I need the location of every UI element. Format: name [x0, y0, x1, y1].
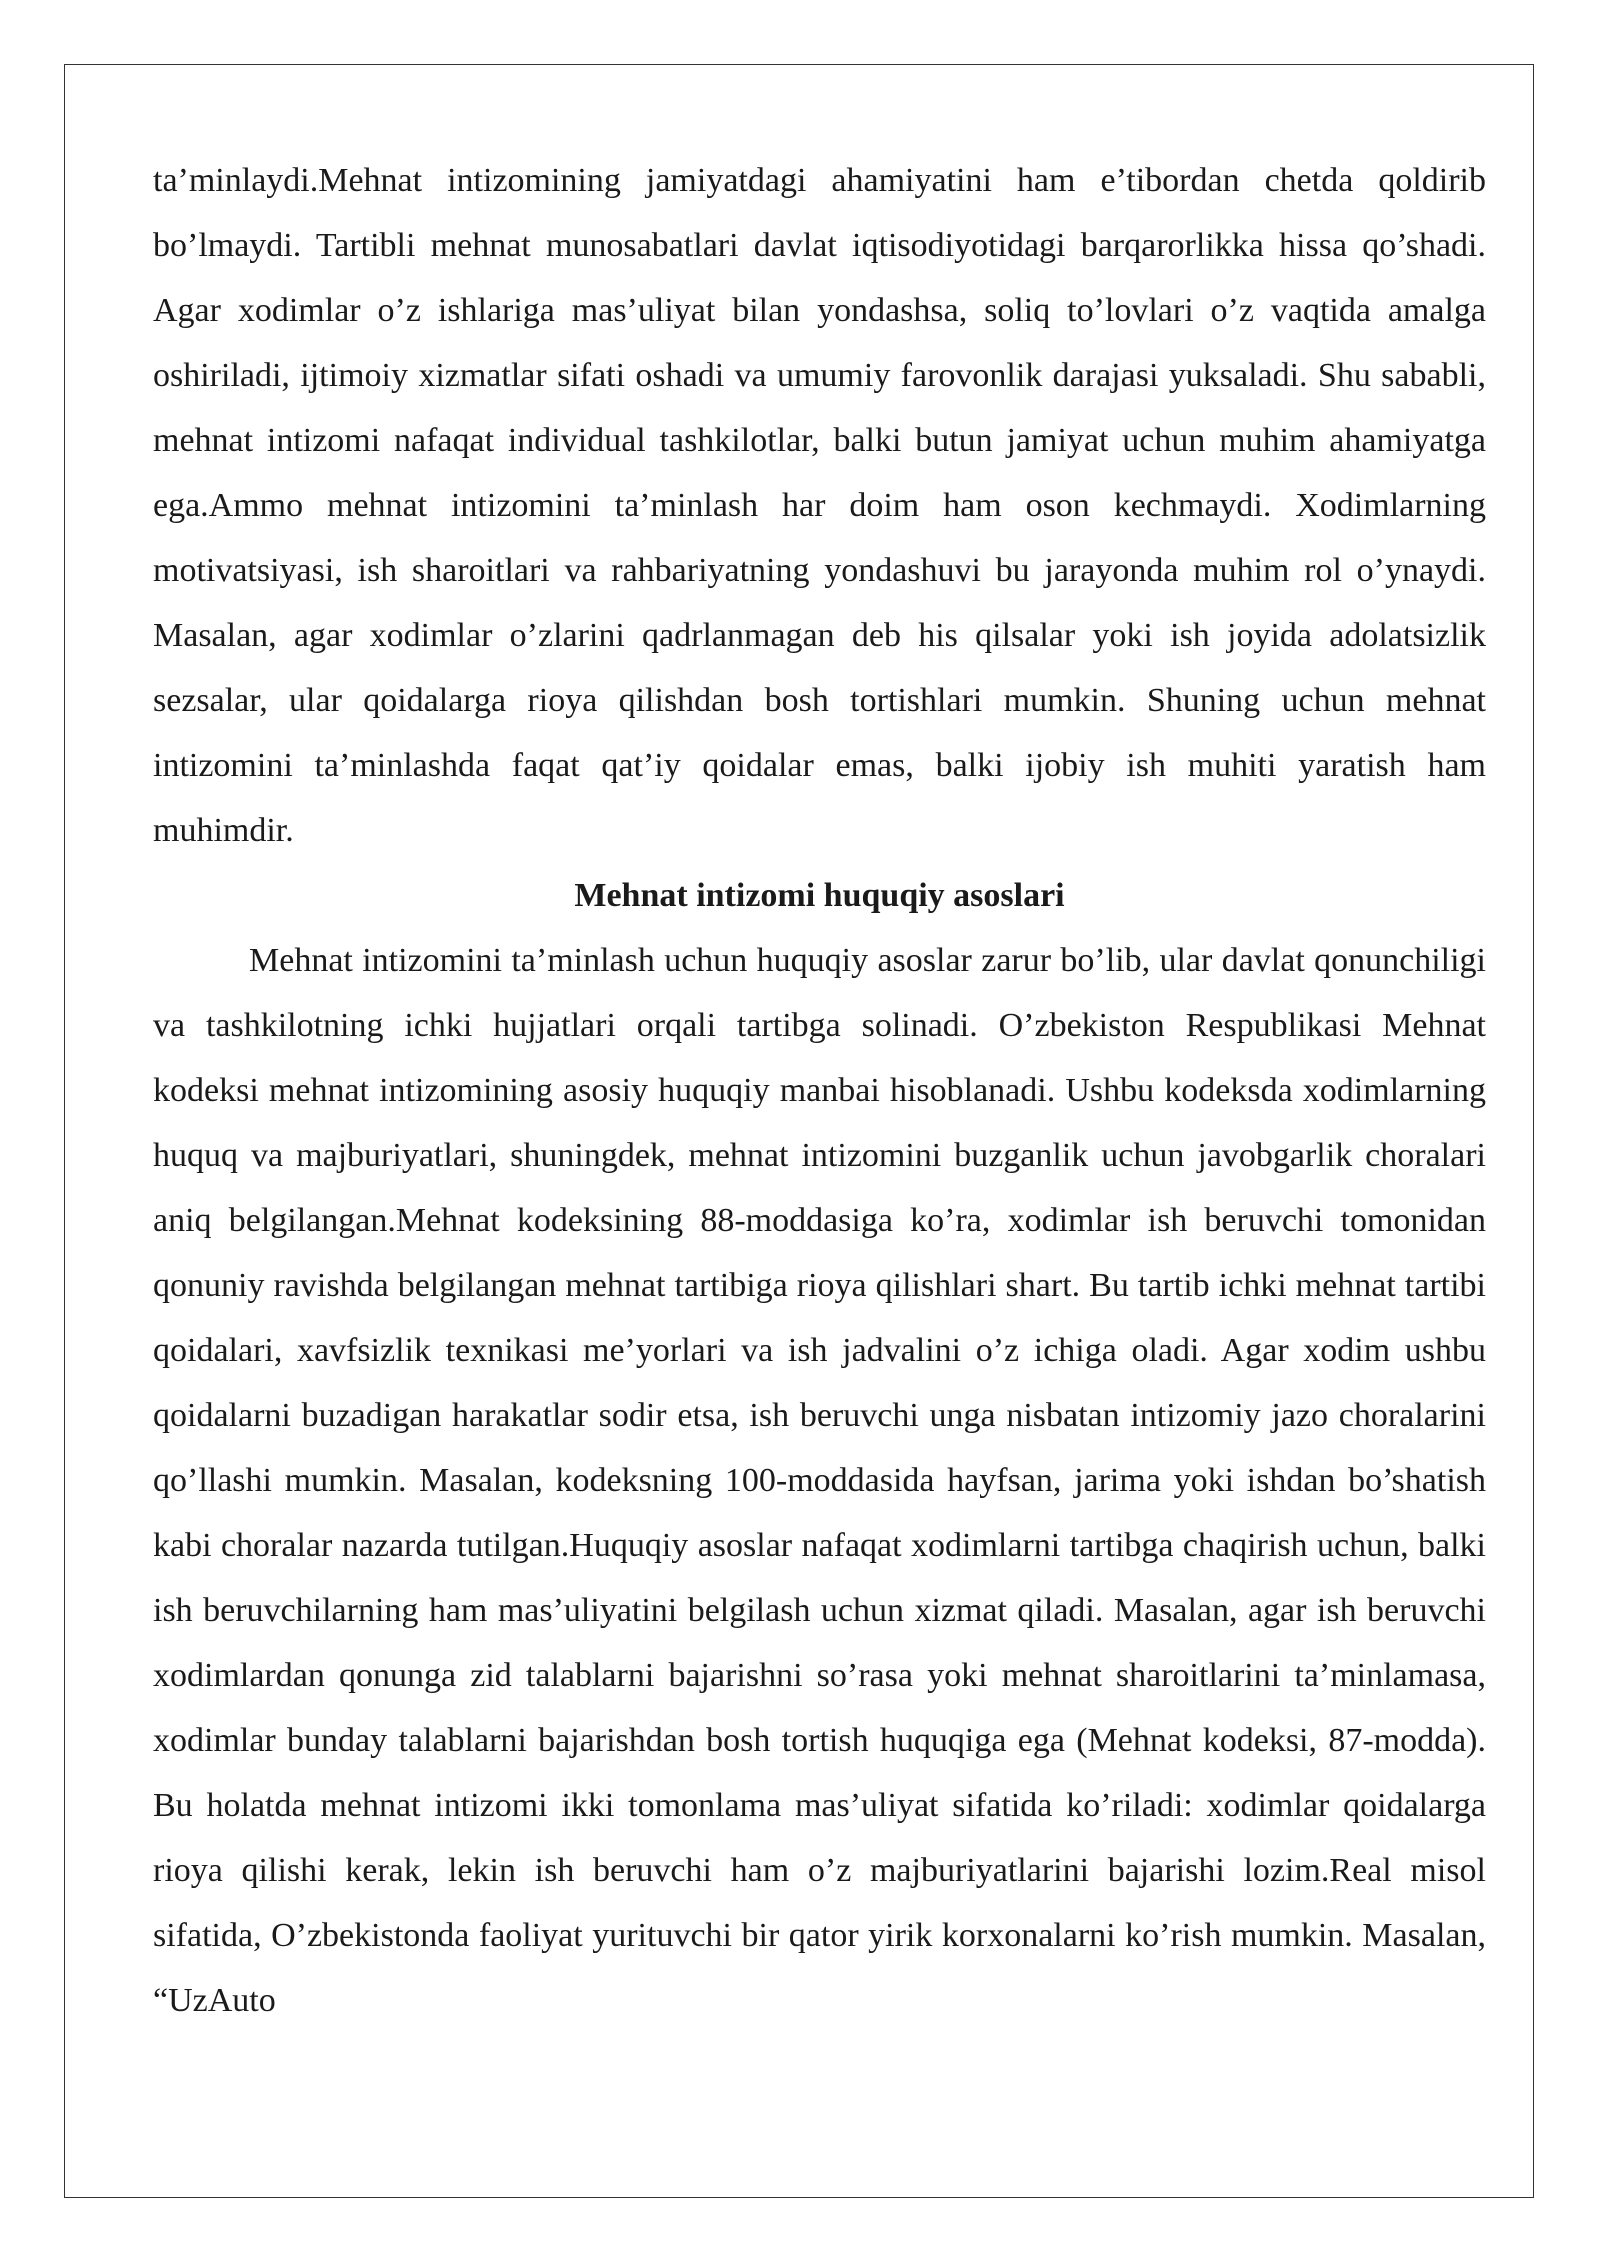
- document-body: [153, 148, 1486, 2033]
- paragraph: Mehnat intizomini ta’minlash uchun huquqiy asoslar zarur bo’lib, ular davlat qonunchiligi va tashkilotning ichki hujjatlari orqali tartibga solinadi. O’zbekiston Respublikasi Mehnat kodeksi mehnat intizomining asosiy huquqiy manbai hisoblanadi. Ushbu kodeksda xodimlarning huquq va majburiyatlari, shuningdek, mehnat intizomini buzganlik uchun javobgarlik choralari aniq belgilangan.Mehnat kodeksining 88-moddasiga ko’ra, xodimlar ish beruvchi tomonidan qonuniy ravishda belgilangan mehnat tartibiga rioya qilishlari shart. Bu tartib ichki mehnat tartibi qoidalari, xavfsizlik texnikasi me’yorlari va ish jadvalini o’z ichiga oladi. Agar xodim ushbu qoidalarni buzadigan harakatlar sodir etsa, ish beruvchi unga nisbatan intizomiy jazo choralarini qo’llashi mumkin. Masalan, kodeksning 100-moddasida hayfsan, jarima yoki ishdan bo’shatish kabi choralar nazarda tutilgan.Huquqiy asoslar nafaqat xodimlarni tartibga chaqirish uchun, balki ish beruvchilarning ham mas’uliyatini belgilash uchun xizmat qiladi. Masalan, agar ish beruvchi xodimlardan qonunga zid talablarni bajarishni so’rasa yoki mehnat sharoitlarini ta’minlamasa, xodimlar bunday talablarni bajarishdan bosh tortish huquqiga ega (Mehnat kodeksi, 87-modda). Bu holatda mehnat intizomi ikki tomonlama mas’uliyat sifatida ko’riladi: xodimlar qoidalarga rioya qilishi kerak, lekin ish beruvchi ham o’z majburiyatlarini bajarishi lozim.Real misol sifatida, O’zbekistonda faoliyat yurituvchi bir qator yirik korxonalarni ko’rish mumkin. Masalan, “UzAuto: [153, 942, 1486, 2019]
- paragraph: ta’minlaydi.Mehnat intizomining jamiyatdagi ahamiyatini ham e’tibordan chetda qoldirib bo’lmaydi. Tartibli mehnat munosabatlari davlat iqtisodiyotidagi barqarorlikka hissa qo’shadi. Agar xodimlar o’z ishlariga mas’uliyat bilan yondashsa, soliq to’lovlari o’z vaqtida amalga oshiriladi, ijtimoiy xizmatlar sifati oshadi va umumiy farovonlik darajasi yuksaladi. Shu sababli, mehnat intizomi nafaqat individual tashkilotlar, balki butun jamiyat uchun muhim ahamiyatga ega.Ammo mehnat intizomini ta’minlash har doim ham oson kechmaydi. Xodimlarning motivatsiyasi, ish sharoitlari va rahbariyatning yondashuvi bu jarayonda muhim rol o’ynaydi. Masalan, agar xodimlar o’zlarini qadrlanmagan deb his qilsalar yoki ish joyida adolatsizlik sezsalar, ular qoidalarga rioya qilishdan bosh tortishlari mumkin. Shuning uchun mehnat intizomini ta’minlashda faqat qat’iy qoidalar emas, balki ijobiy ish muhiti yaratish ham muhimdir.: [153, 162, 1486, 849]
- section-heading: Mehnat intizomi huquqiy asoslari: [574, 877, 1065, 914]
